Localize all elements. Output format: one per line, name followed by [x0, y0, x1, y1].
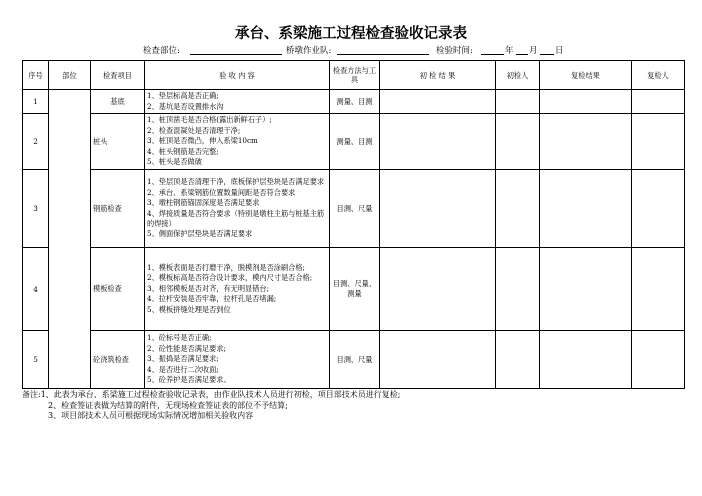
content-line: 5、侧面保护层垫块是否满足要求 [147, 229, 253, 239]
initial-result-cell[interactable] [380, 90, 496, 114]
table-row [23, 90, 685, 114]
recheck-person-cell[interactable] [632, 170, 685, 248]
initial-result-cell[interactable] [380, 331, 496, 389]
inspection-part-label: 检查部位: [143, 46, 180, 56]
header-item: 检查项目 [91, 61, 145, 90]
header-method: 检查方法与工具 [330, 61, 380, 90]
check-item: 桩头 [91, 114, 145, 170]
content-line: 4、桩头钢筋是否完整; [147, 146, 219, 156]
content-line: 4、拉杆安装是否牢靠，拉杆孔是否堵漏; [147, 294, 277, 304]
part-cell[interactable] [49, 90, 91, 389]
inspection-part-field[interactable] [190, 54, 282, 55]
check-content [145, 90, 330, 114]
recheck-person-cell[interactable] [632, 90, 685, 114]
content-line: 1、砼标号是否正确; [147, 333, 212, 343]
header-part: 部位 [49, 61, 91, 90]
content-line: 3、桩顶是否微凸，伸入系梁10cm [147, 136, 258, 146]
content-line: 1、桩顶凿毛是否合格(露出新鲜石子）; [147, 115, 272, 125]
remark-line: 3、项目部技术人员可根据现场实际情况增加相关验收内容 [48, 411, 254, 420]
initial-result-cell[interactable] [380, 248, 496, 331]
check-item: 砼浇筑检查 [91, 331, 145, 389]
row-number: 1 [23, 90, 49, 114]
check-item: 基底 [91, 90, 145, 114]
check-content [145, 114, 330, 170]
table-row [23, 331, 685, 389]
initial-result-cell[interactable] [380, 170, 496, 248]
content-line: 3、相邻模板是否对齐，有无明显错台; [147, 283, 269, 293]
table-row [23, 170, 685, 248]
initial-result-cell[interactable] [380, 114, 496, 170]
content-line: 5、模板拼缝处理是否到位 [147, 304, 231, 314]
check-method: 目测、尺量 [330, 331, 380, 389]
inspection-time-label: 检验时间: [436, 46, 473, 56]
remarks [22, 390, 400, 422]
check-method: 测量、目测 [330, 114, 380, 170]
check-item: 钢筋检查 [91, 170, 145, 248]
content-line: 2、检查混凝处是否清理干净; [147, 125, 241, 135]
initial-person-cell[interactable] [496, 248, 540, 331]
recheck-result-cell[interactable] [540, 114, 632, 170]
header-content: 验 收 内 容 [145, 61, 330, 90]
content-line: 5、砼养护是否满足要求。 [147, 375, 231, 385]
initial-person-cell[interactable] [496, 170, 540, 248]
row-number: 2 [23, 114, 49, 170]
table-row [23, 114, 685, 170]
recheck-person-cell[interactable] [632, 114, 685, 170]
header-no: 序号 [23, 61, 49, 90]
header-recheck-result: 复检结果 [540, 61, 632, 90]
check-item: 模板检查 [91, 248, 145, 331]
recheck-person-cell[interactable] [632, 331, 685, 389]
content-line: 3、墩柱钢筋锚固深度是否满足要求 [147, 198, 260, 208]
check-method: 目测、尺量、测量 [330, 248, 380, 331]
check-method: 目测、尺量 [330, 170, 380, 248]
header-initial-result: 初 检 结 果 [380, 61, 496, 90]
row-number: 3 [23, 170, 49, 248]
row-number: 4 [23, 248, 49, 331]
day-label: 日 [555, 46, 564, 56]
pier-team-field[interactable] [337, 54, 429, 55]
initial-person-cell[interactable] [496, 114, 540, 170]
pier-team-label: 桥墩作业队: [286, 46, 332, 56]
check-content [145, 331, 330, 389]
header-recheck-person: 复检人 [632, 61, 685, 90]
check-content [145, 248, 330, 331]
remark-line: 2、检查签证表做为结算的附件，无现场检查签证表的部位不予结算; [48, 400, 288, 410]
initial-person-cell[interactable] [496, 90, 540, 114]
header-row [23, 61, 685, 90]
content-line: 2、模板标高是否符合设计要求，模内尺寸是否合格; [147, 273, 313, 283]
recheck-person-cell[interactable] [632, 248, 685, 331]
recheck-result-cell[interactable] [540, 90, 632, 114]
month-label: 月 [529, 46, 538, 56]
content-line: 2、承台、系梁钢筋位置数量间距是否符合要求 [147, 187, 296, 197]
row-number: 5 [23, 331, 49, 389]
content-line: 2、基坑是否设置排水沟 [147, 101, 224, 111]
day-field[interactable] [540, 54, 554, 55]
content-line: 2、砼性能是否满足要求; [147, 343, 226, 353]
content-line: 4、是否进行二次收面; [147, 364, 219, 374]
recheck-result-cell[interactable] [540, 170, 632, 248]
content-line: 1、垫层标高是否正确; [147, 91, 219, 101]
year-label: 年 [505, 46, 514, 56]
remark-line: 备注:1、此表为承台、系梁施工过程检查验收记录表，由作业队技术人员进行初检，项目部技术员进行复检; [22, 390, 401, 399]
month-field[interactable] [516, 54, 528, 55]
header-initial-person: 初检人 [496, 61, 540, 90]
inspection-table [22, 60, 685, 389]
year-field[interactable] [481, 54, 504, 55]
check-method: 测量、目测 [330, 90, 380, 114]
content-line: 5、桩头是否做破 [147, 157, 202, 167]
table-row [23, 248, 685, 331]
form-title: 承台、系梁施工过程检查验收记录表 [235, 26, 467, 42]
content-line: 3、振捣是否满足要求; [147, 354, 219, 364]
content-line: 4、焊接质量是否符合要求（特别是墩柱主筋与桩基主筋的焊接） [147, 208, 325, 228]
content-line: 1、垫层顶是否清理干净，底板保护层垫块是否满足要求 [147, 177, 325, 187]
initial-person-cell[interactable] [496, 331, 540, 389]
content-line: 1、模板表面是否打磨干净，脱模剂是否涂刷合格; [147, 262, 305, 272]
recheck-result-cell[interactable] [540, 248, 632, 331]
recheck-result-cell[interactable] [540, 331, 632, 389]
check-content [145, 170, 330, 248]
